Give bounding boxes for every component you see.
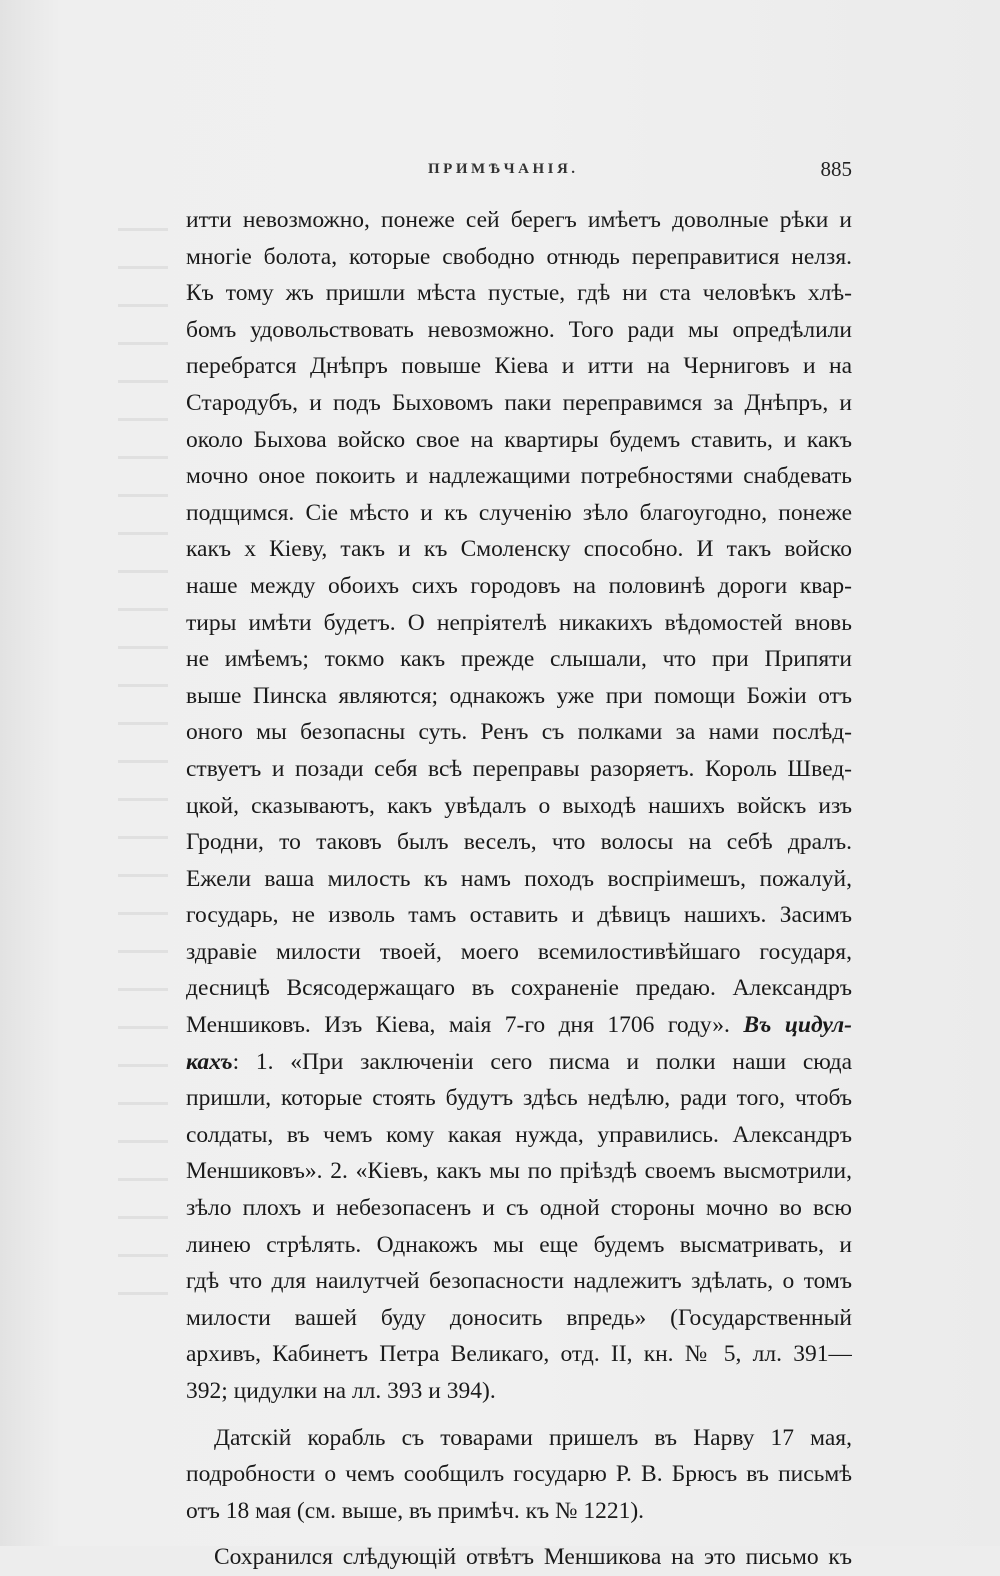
text-line: здравіе милости твоей, моего всемилостивѣйшаго государя, xyxy=(186,938,852,965)
text-line-with-italic xyxy=(186,1044,852,1081)
text-line: Ежели ваша милость къ намъ походъ воспріимешъ, пожалуй, xyxy=(186,865,852,892)
text-line: гдѣ что для наилутчей безопасности надлежитъ здѣлать, о томъ xyxy=(186,1268,852,1295)
italic-phrase: Въ цидул- xyxy=(743,1012,852,1039)
running-head: ПРИМѢЧАНІЯ. xyxy=(428,161,579,177)
text-line: бомъ удовольствовать невозможно. Того ради мы опредѣлили xyxy=(186,316,852,343)
text-line: какъ х Кіеву, такъ и къ Смоленску способно. И такъ войско xyxy=(186,536,852,563)
text-line: цкой, сказываютъ, какъ увѣдалъ о выходѣ нашихъ войскъ изъ xyxy=(186,792,852,819)
text-line: наше между обоихъ сихъ городовъ на половинѣ дороги квар- xyxy=(186,572,852,599)
text-line-with-italic xyxy=(186,1007,852,1044)
text-segment: Меншиковъ. Изъ Кіева, маія 7-го дня 1706 году». xyxy=(186,1012,730,1039)
text-line: зѣло плохъ и небезопасенъ и съ одной стороны мочно во всю xyxy=(186,1195,852,1222)
text-line: линею стрѣлять. Однакожъ мы еще будемъ высматривать, и xyxy=(186,1231,852,1258)
text-line: архивъ, Кабинетъ Петра Великаго, отд. II, кн. № 5, лл. 391— xyxy=(186,1341,852,1368)
text-line: подробности о чемъ сообщилъ государю Р. В. Брюсъ въ письмѣ xyxy=(186,1461,852,1488)
text-line: отъ 18 мая (см. выше, въ примѣч. къ № 1221). xyxy=(186,1497,645,1524)
text-line: Стародубъ, и подъ Быховомъ паки переправимся за Днѣпръ, и xyxy=(186,389,852,416)
text-line: Датскій корабль съ товарами пришелъ въ Нарву 17 мая, xyxy=(214,1424,852,1451)
text-line: 392; цидулки на лл. 393 и 394). xyxy=(186,1378,496,1404)
text-line: итти невозможно, понеже сей берегъ имѣетъ доволные рѣки и xyxy=(186,207,852,233)
text-line: подщимся. Сіе мѣсто и къ слученію зѣло благоугодно, понеже xyxy=(186,499,852,526)
page-header xyxy=(186,157,852,185)
text-line: государь, не изволь тамъ оставить и дѣвицъ нашихъ. Засимъ xyxy=(186,902,852,929)
paragraph-gap xyxy=(186,1529,852,1539)
paragraph-gap xyxy=(186,1410,852,1420)
text-line: десницѣ Всясодержащаго въ сохраненіе предаю. Александръ xyxy=(186,975,852,1002)
text-line: тиры имѣти будетъ. О непріятелѣ никакихъ вѣдомостей вновь xyxy=(186,609,852,636)
text-line: пришли, которые стоять будутъ здѣсь недѣлю, ради того, чтобъ xyxy=(186,1085,852,1112)
text-line: перебратся Днѣпръ повыше Кіева и итти на Черниговъ и на xyxy=(186,353,852,380)
text-line: около Быхова войско свое на квартиры будемъ ставить, и какъ xyxy=(186,426,852,453)
text-line: Гродни, то таковъ былъ веселъ, что волосы на себѣ дралъ. xyxy=(186,829,852,856)
text-line: выше Пинска являются; однакожъ уже при помощи Божіи отъ xyxy=(186,682,852,709)
text-line: многіе болота, которые свободно отнюдь переправитися нелзя. xyxy=(186,243,852,270)
show-through-shadow xyxy=(118,200,168,1300)
text-line: Меншиковъ». 2. «Кіевъ, какъ мы по пріѣздѣ своемъ высмотрили, xyxy=(186,1158,852,1185)
page-number: 885 xyxy=(820,157,852,181)
body-text xyxy=(186,202,852,1576)
text-line: ствуетъ и позади себя всѣ переправы разоряетъ. Король Швед- xyxy=(186,755,852,782)
text-line: Къ тому жъ пришли мѣста пустые, гдѣ ни ста человѣкъ хлѣ- xyxy=(186,280,852,307)
italic-phrase-continued: кахъ xyxy=(186,1048,233,1075)
text-line: милости вашей буду доносить впредь» (Государственный xyxy=(186,1304,852,1331)
text-segment: : 1. «При заключеніи сего писма и полки наши сюда xyxy=(232,1048,852,1075)
text-line: Сохранился слѣдующій отвѣтъ Меншикова на это письмо къ xyxy=(214,1544,852,1571)
text-line: мочно оное покоить и надлежащими потребностями снабдевать xyxy=(186,463,852,490)
text-line: солдаты, въ чемъ кому какая нужда, управились. Александръ xyxy=(186,1121,852,1148)
text-line: оного мы безопасны суть. Ренъ съ полками за нами послѣд- xyxy=(186,719,852,746)
text-line: не имѣемъ; токмо какъ прежде слышали, что при Припяти xyxy=(186,646,852,673)
